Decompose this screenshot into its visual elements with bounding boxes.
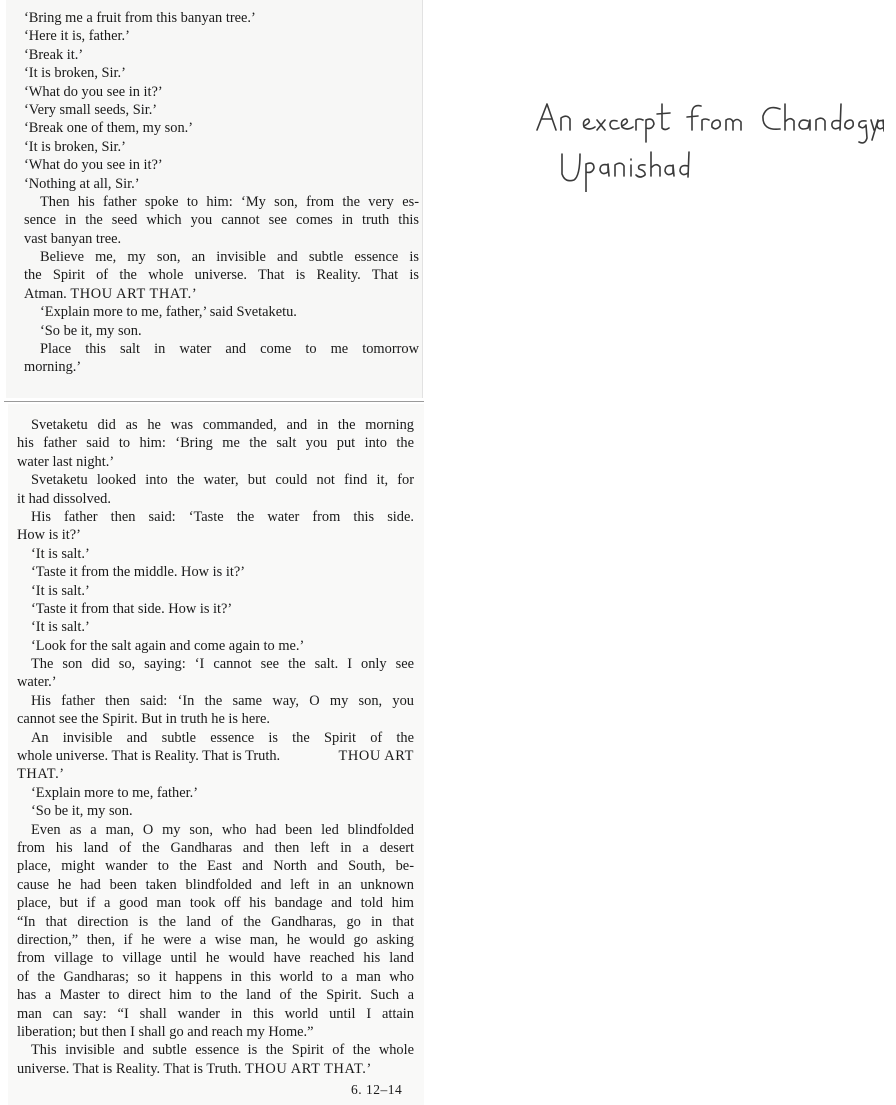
text-line: Place this salt in water and come to me tomorrow [40,341,419,358]
text-line: has a Master to direct him to the land of the Spirit. Such a [17,987,414,1004]
thou-art-that: THOU ART THAT.’ [70,285,198,302]
text-line: of the Gandharas; so it happens in this world to a man who [17,968,414,985]
text-line: ‘Look for the salt again and come again to me.’ [31,637,305,654]
text-line: ‘Taste it from the middle. How is it?’ [31,564,246,581]
clipping-edge [422,0,423,398]
thou-art-that: THOU ART [338,748,414,765]
text-line: ‘It is salt.’ [31,545,90,562]
text-line [17,747,414,765]
text-line: ‘So be it, my son. [31,803,133,820]
text-line: cause he had been taken blindfolded and left in an unknown [17,876,414,893]
text-line: ‘Break one of them, my son.’ [24,120,194,137]
text-line: ‘It is salt.’ [31,582,90,599]
text-line: it had dissolved. [17,490,111,507]
text-line: The son did so, saying: ‘I cannot see the salt. I only see [31,656,414,673]
text-line: ‘Taste it from that side. How is it?’ [31,600,233,617]
text-line: ‘Very small seeds, Sir.’ [24,101,158,118]
text-line [24,285,419,303]
text-line: his father said to him: ‘Bring me the salt you put into the [17,435,414,452]
verse-reference: 6. 12–14 [351,1082,403,1097]
text-line: ‘Break it.’ [24,46,84,63]
text-line: water last night.’ [17,453,115,470]
text-line: ‘Explain more to me, father.’ [31,784,199,801]
text-line: His father then said: ‘Taste the water from this side. [31,508,414,525]
text-line: ‘It is broken, Sir.’ [24,65,126,82]
text-line: This invisible and subtle essence is the Spirit of the whole [31,1042,414,1059]
text-line: direction,” then, if he were a wise man, he would go asking [17,931,414,948]
text-line [17,1060,414,1078]
text-line: from his land of the Gandharas and then left in a desert [17,839,414,856]
text-line: place, might wander to the East and North and South, be- [17,858,414,875]
text-line: ‘Explain more to me, father,’ said Svetaketu. [40,304,297,321]
text-line: Even as a man, O my son, who had been led blindfolded [31,821,414,838]
text-line: An invisible and subtle essence is the Spirit of the [31,729,414,746]
text-line: Believe me, my son, an invisible and subtle essence is [40,249,419,266]
text-line: water.’ [17,674,57,691]
bottom-excerpt [17,416,414,1078]
text-line: man can say: “I shall wander in this world until I attain [17,1005,414,1022]
text-line: the Spirit of the whole universe. That is Reality. That is [24,267,419,284]
text-line: How is it?’ [17,527,81,544]
text-line: vast banyan tree. [24,230,122,247]
text-line: “In that direction is the land of the Gandharas, go in that [17,913,414,930]
text-line: Svetaketu did as he was commanded, and in the morning [31,417,414,433]
text-line: Svetaketu looked into the water, but could not find it, for [31,472,414,489]
text-fragment: whole universe. That is Reality. That is Truth. [17,748,281,765]
text-line: ‘It is salt.’ [31,619,90,636]
clipping-divider [4,401,424,402]
text-line: His father then said: ‘In the same way, O my son, you [31,692,414,709]
text-line: ‘It is broken, Sir.’ [24,138,126,155]
text-line: sence in the seed which you cannot see comes in truth this [24,212,419,229]
text-line: from village to village until he would have reached his land [17,950,414,967]
handwritten-note [534,100,884,192]
text-line: cannot see the Spirit. But in truth he is here. [17,711,270,728]
text-line: liberation; but then I shall go and reach my Home.” [17,1023,314,1040]
text-line: ‘What do you see in it?’ [24,83,163,100]
text-line: ‘Bring me a fruit from this banyan tree.’ [24,10,256,26]
text-line: ‘What do you see in it?’ [24,157,163,174]
top-excerpt [24,9,419,377]
text-line: ‘Here it is, father.’ [24,28,130,45]
text-line: place, but if a good man took off his bandage and told him [17,895,414,912]
text-line: morning.’ [24,359,82,376]
text-fragment: universe. That is Reality. That is Truth. [17,1060,242,1077]
text-line: ‘So be it, my son. [40,322,142,339]
text-line: THAT.’ [17,766,65,783]
text-line: Then his father spoke to him: ‘My son, from the very es- [40,193,419,210]
text-fragment: Atman. [24,285,67,302]
text-line: ‘Nothing at all, Sir.’ [24,175,140,192]
thou-art-that: THOU ART THAT.’ [245,1060,372,1077]
